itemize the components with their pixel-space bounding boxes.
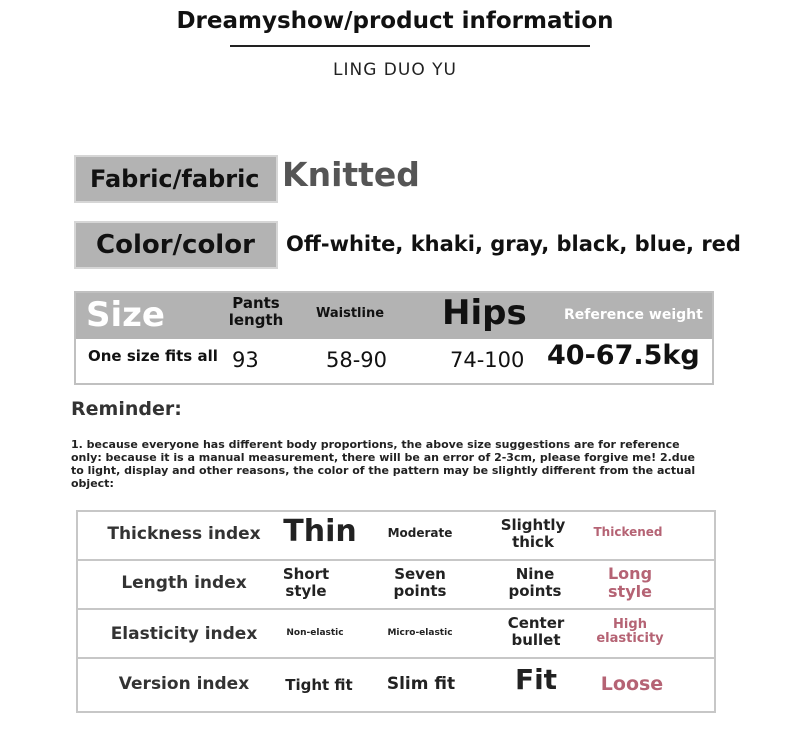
option-moderate: Moderate	[387, 526, 453, 540]
fabric-value: Knitted	[282, 155, 420, 194]
index-label: Length index	[121, 573, 247, 593]
option-fit: Fit	[514, 663, 558, 696]
brand-subtitle: LING DUO YU	[333, 60, 457, 80]
option-nine-points: Nine points	[508, 565, 562, 600]
option-loose: Loose	[600, 673, 664, 695]
option-slightly-thick: Slightly thick	[500, 516, 566, 551]
cell-pants-length: 93	[232, 348, 259, 372]
cell-reference-weight: 40-67.5kg	[547, 340, 700, 371]
size-table-row	[76, 339, 712, 383]
option-center-bullet: Center bullet	[507, 614, 565, 649]
header-hips: Hips	[442, 293, 527, 333]
cell-hips: 74-100	[450, 348, 525, 372]
index-row-length	[78, 561, 714, 610]
page-title: Dreamyshow/product information	[176, 8, 614, 34]
index-label: Thickness index	[107, 524, 261, 544]
header-waistline: Waistline	[316, 306, 385, 321]
cell-waistline: 58-90	[326, 348, 388, 372]
option-non-elastic: Non-elastic	[286, 628, 344, 638]
option-slim-fit: Slim fit	[386, 674, 456, 694]
header-pants-length: Pants length	[228, 294, 284, 329]
option-thickened: Thickened	[593, 525, 663, 539]
option-tight-fit: Tight fit	[285, 676, 353, 694]
reminder-title: Reminder:	[71, 398, 182, 420]
header-size: Size	[86, 295, 165, 335]
index-row-version	[78, 659, 714, 711]
index-row-thickness	[78, 512, 714, 561]
option-high-elasticity: High elasticity	[596, 617, 664, 646]
option-thin: Thin	[283, 514, 357, 549]
index-table	[76, 510, 716, 713]
header-reference-weight: Reference weight	[564, 307, 703, 323]
index-row-elasticity	[78, 610, 714, 659]
color-value: Off-white, khaki, gray, black, blue, red	[286, 232, 741, 256]
fabric-label: Fabric/fabric	[74, 155, 278, 203]
option-seven-points: Seven points	[393, 565, 447, 600]
index-label: Version index	[118, 674, 250, 694]
index-label: Elasticity index	[110, 624, 258, 644]
option-long-style: Long style	[607, 564, 653, 601]
reminder-text: 1. because everyone has different body proportions, the above size suggestions are for reference only: because it is a manual measurement, there will be an error of 2-3cm, please forgive me! 2.due to light, display and other reasons, the color of the pattern may be slightly different from the actual object:	[71, 438, 696, 490]
size-table	[74, 291, 714, 385]
color-label: Color/color	[74, 221, 278, 269]
option-micro-elastic: Micro-elastic	[387, 628, 453, 638]
size-table-header	[76, 293, 712, 339]
option-short-style: Short style	[282, 565, 330, 600]
cell-size: One size fits all	[88, 347, 218, 365]
title-underline	[230, 45, 590, 47]
